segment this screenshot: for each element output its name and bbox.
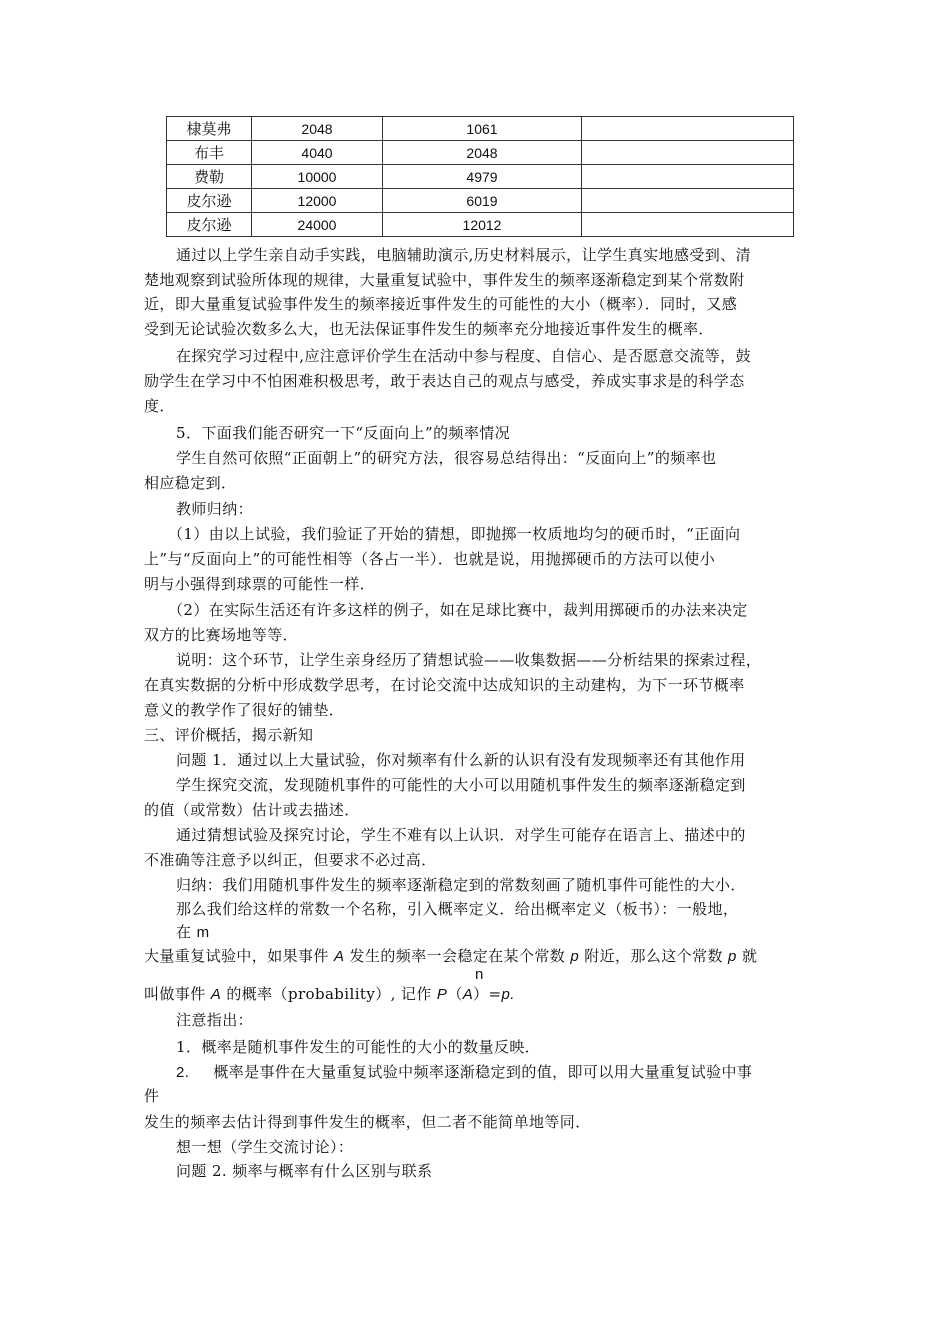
notes-label: 注意指出：: [176, 1011, 254, 1029]
paragraph-line: 双方的比赛场地等等．: [144, 626, 299, 644]
paragraph-line: 不准确等注意予以纠正，但要求不必过高．: [144, 851, 437, 869]
table-cell-heads: 4979: [383, 165, 582, 189]
fraction-denominator: n: [475, 966, 484, 983]
paragraph-line: 相应稳定到．: [144, 474, 237, 492]
text-span: ）=: [473, 985, 502, 1003]
paragraph-line: 明与小强得到球票的可能性一样．: [144, 575, 376, 593]
paragraph-line: 归纳：我们用随机事件发生的频率逐渐稳定到的常数刻画了随机事件可能性的大小．: [176, 876, 746, 894]
table-cell-experimenter: 皮尔逊: [167, 189, 252, 213]
math-var: p: [570, 948, 580, 965]
table-cell-heads: 2048: [383, 141, 582, 165]
paragraph-line: 意义的教学作了很好的铺垫．: [144, 701, 345, 719]
text-span: 就: [736, 947, 758, 965]
paragraph-line: 在探究学习过程中,应注意评价学生在活动中参与程度、自信心、是否愿意交流等，鼓: [176, 347, 751, 365]
math-var: A: [210, 986, 222, 1003]
paragraph-line: 件: [144, 1087, 160, 1105]
section-heading: 三、评价概括，揭示新知: [144, 726, 314, 744]
text-span: 大量重复试验中，如果事件: [144, 947, 334, 965]
table-cell-experimenter: 布丰: [167, 141, 252, 165]
table-row: [167, 141, 794, 165]
text-span: 发生的频率一会稳定在某个常数: [344, 947, 571, 965]
paragraph-line: （1）由以上试验，我们验证了开始的猜想，即抛掷一枚质地均匀的硬币时，“正面向: [168, 525, 741, 543]
text-span: （: [447, 985, 463, 1003]
paragraph-line: 的值（或常数）估计或去描述．: [144, 801, 360, 819]
paragraph-line: 在真实数据的分析中形成数学思考，在讨论交流中达成知识的主动建构，为下一环节概率: [144, 676, 745, 694]
think-prompt: 想一想（学生交流讨论）：: [176, 1138, 354, 1156]
table-cell-frequency: [582, 189, 794, 213]
paragraph-line: 通过以上学生亲自动手实践，电脑辅助演示,历史材料展示，让学生真实地感受到、清: [176, 246, 751, 264]
table-row: [167, 117, 794, 141]
math-var: A: [333, 948, 345, 965]
paragraph-line: 励学生在学习中不怕困难积极思考，敢于表达自己的观点与感受，养成实事求是的科学态: [144, 372, 745, 390]
paragraph-line: [144, 944, 757, 969]
paragraph-line: 发生的频率去估计得到事件发生的概率，但二者不能简单地等同．: [144, 1113, 591, 1131]
paragraph-line: 学生自然可依照“正面朝上”的研究方法，很容易总结得出：“反面向上”的频率也: [176, 449, 717, 467]
table-cell-experimenter: 费勒: [167, 165, 252, 189]
teacher-summary-label: 教师归纳：: [176, 500, 254, 518]
table-cell-frequency: [582, 165, 794, 189]
table-cell-throws: 10000: [252, 165, 383, 189]
note-item-2: [176, 1060, 752, 1085]
question-1: 问题 1．通过以上大量试验，你对频率有什么新的认识有没有发现频率还有其他作用: [176, 751, 746, 769]
note-item-1: 1．概率是随机事件发生的可能性的大小的数量反映．: [176, 1038, 541, 1056]
paragraph-line: 说明：这个环节，让学生亲身经历了猜想试验——收集数据——分析结果的探索过程，: [176, 651, 762, 669]
table-cell-frequency: [582, 117, 794, 141]
paragraph-line: [176, 920, 209, 945]
table-cell-heads: 12012: [383, 213, 582, 237]
math-var: p.: [501, 986, 515, 1003]
paragraph-line: 那么我们给这样的常数一个名称，引入概率定义．给出概率定义（板书）：一般地，: [176, 900, 739, 918]
text-span: 在: [176, 923, 197, 941]
paragraph-line: [144, 982, 515, 1007]
table-cell-throws: 12000: [252, 189, 383, 213]
table-cell-throws: 2048: [252, 117, 383, 141]
list-number: 2.: [176, 1064, 190, 1081]
table-row: [167, 213, 794, 237]
math-var: A: [462, 986, 474, 1003]
table-row: [167, 189, 794, 213]
paragraph-line: 学生探究交流，发现随机事件的可能性的大小可以用随机事件发生的频率逐渐稳定到: [176, 776, 746, 794]
text-span: 附近，那么这个常数: [579, 947, 729, 965]
table-cell-experimenter: 棣莫弗: [167, 117, 252, 141]
section-item-5: 5．下面我们能否研究一下“反面向上”的频率情况: [176, 424, 511, 442]
table-cell-throws: 4040: [252, 141, 383, 165]
table-cell-heads: 1061: [383, 117, 582, 141]
text-span: 叫做事件: [144, 985, 211, 1003]
paragraph-line: （2）在实际生活还有许多这样的例子，如在足球比赛中，裁判用掷硬币的办法来决定: [168, 601, 748, 619]
table-cell-heads: 6019: [383, 189, 582, 213]
paragraph-line: 度．: [144, 397, 175, 415]
paragraph-line: 通过猜想试验及探究讨论，学生不难有以上认识．对学生可能存在语言上、描述中的: [176, 826, 746, 844]
table-cell-throws: 24000: [252, 213, 383, 237]
paragraph-line: 近，即大量重复试验事件发生的频率接近事件发生的可能性的大小（概率）．同时，又感: [144, 295, 738, 313]
text-span: 概率是事件在大量重复试验中频率逐渐稳定到的值，即可以用大量重复试验中事: [213, 1063, 753, 1081]
table-cell-experimenter: 皮尔逊: [167, 213, 252, 237]
question-2: 问题 2. 频率与概率有什么区别与联系: [176, 1162, 433, 1180]
paragraph-line: 楚地观察到试验所体现的规律，大量重复试验中，事件发生的频率逐渐稳定到某个常数附: [144, 271, 745, 289]
experiment-table: [166, 116, 794, 237]
table-cell-frequency: [582, 213, 794, 237]
table-cell-frequency: [582, 141, 794, 165]
math-var: P: [436, 986, 448, 1003]
text-span: 的概率（probability）, 记作: [221, 985, 437, 1003]
paragraph-line: 受到无论试验次数多么大，也无法保证事件发生的频率充分地接近事件发生的概率．: [144, 320, 714, 338]
paragraph-line: 上”与“反面向上”的可能性相等（各占一半）．也就是说，用抛掷硬币的方法可以使小: [144, 550, 716, 568]
math-var: p: [728, 948, 737, 965]
fraction-numerator: m: [196, 924, 210, 941]
table-row: [167, 165, 794, 189]
